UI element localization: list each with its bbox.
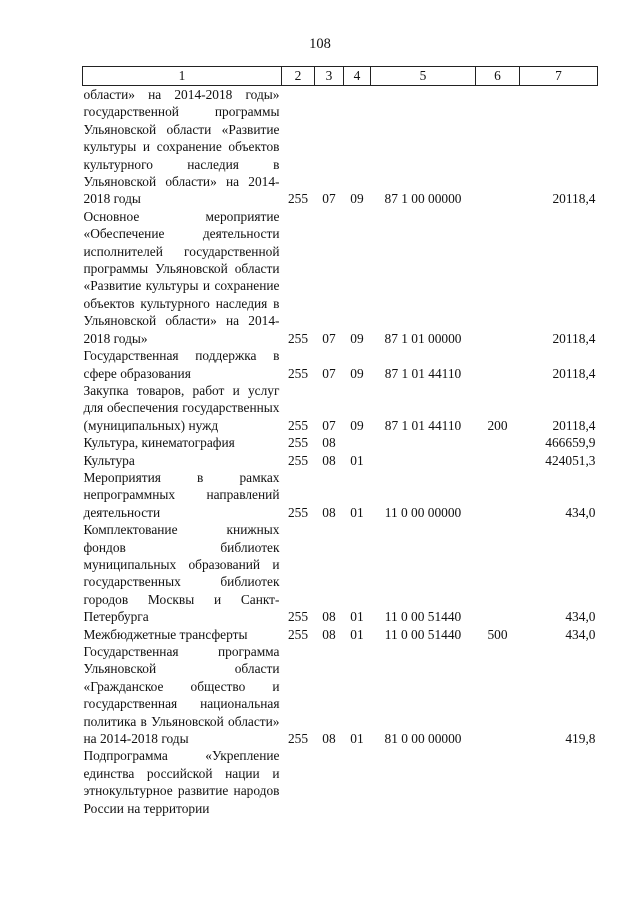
cell-amount: 20118,4 xyxy=(552,191,596,207)
table-row xyxy=(83,626,598,643)
cell-section: 08 xyxy=(322,504,336,520)
cell-name: Мероприятия в рамках непрограммных направлений деятельности xyxy=(83,469,280,520)
cell-admin: 255 xyxy=(287,452,309,468)
cell-section: 07 xyxy=(322,330,336,346)
table-row xyxy=(83,521,598,625)
cell-amount: 434,0 xyxy=(565,609,596,625)
cell-subsection: 01 xyxy=(350,731,364,747)
cell-name: Культура xyxy=(83,452,135,468)
column-header-section: 3 xyxy=(315,67,344,86)
column-header-admin: 2 xyxy=(282,67,315,86)
cell-amount: 424051,3 xyxy=(545,452,596,468)
cell-name: Закупка товаров, работ и услуг для обеспечения государственных (муниципальных) нужд xyxy=(83,382,280,433)
cell-amount: 466659,9 xyxy=(545,435,596,451)
cell-target xyxy=(371,452,476,469)
cell-admin xyxy=(282,747,315,817)
cell-section: 07 xyxy=(322,417,336,433)
cell-name: области» на 2014-2018 годы» государственной программы Ульяновской области «Развитие культуры и сохранение объектов культурного наследия в Ульяновской области» на 2014-2018 годы xyxy=(83,87,280,207)
cell-subsection: 09 xyxy=(350,417,364,433)
cell-target xyxy=(371,747,476,817)
cell-admin: 255 xyxy=(287,609,309,625)
cell-name: Государственная программа Ульяновской области «Гражданское общество и государственная национальная политика в Ульяновской области» на 2014-2018 годы xyxy=(83,644,280,747)
column-header-subsection: 4 xyxy=(344,67,371,86)
cell-subsection: 01 xyxy=(350,452,364,468)
cell-subsection: 09 xyxy=(350,330,364,346)
cell-type: 200 xyxy=(487,417,508,433)
cell-subsection xyxy=(344,434,371,451)
cell-target: 81 0 00 00000 xyxy=(384,731,462,747)
cell-admin: 255 xyxy=(287,365,309,381)
cell-subsection xyxy=(344,747,371,817)
cell-target xyxy=(371,434,476,451)
cell-section xyxy=(315,747,344,817)
cell-amount: 20118,4 xyxy=(552,417,596,433)
cell-name: Культура, кинематография xyxy=(83,435,235,451)
cell-section: 08 xyxy=(322,452,336,468)
cell-admin: 255 xyxy=(287,417,309,433)
table-row xyxy=(83,643,598,747)
cell-name: Подпрограмма «Укрепление единства российской нации и этнокультурное развитие народов России на территории xyxy=(83,748,280,816)
page-number: 108 xyxy=(309,36,331,52)
cell-amount: 434,0 xyxy=(565,504,596,520)
cell-section: 07 xyxy=(322,365,336,381)
cell-target: 87 1 01 44110 xyxy=(384,365,462,381)
cell-subsection: 09 xyxy=(350,191,364,207)
cell-section: 08 xyxy=(322,731,336,747)
cell-name: Государственная поддержка в сфере образования xyxy=(83,348,280,381)
column-header-name: 1 xyxy=(83,67,282,86)
cell-type xyxy=(476,747,520,817)
table-row xyxy=(83,469,598,521)
cell-type xyxy=(476,347,520,382)
cell-target: 87 1 01 44110 xyxy=(384,417,462,433)
cell-amount: 419,8 xyxy=(565,731,596,747)
cell-target: 11 0 00 51440 xyxy=(384,609,462,625)
table-row xyxy=(83,208,598,347)
table-row xyxy=(83,347,598,382)
cell-admin: 255 xyxy=(287,435,309,451)
cell-type xyxy=(476,86,520,208)
budget-table xyxy=(82,66,598,817)
cell-amount: 434,0 xyxy=(565,626,596,642)
cell-section: 08 xyxy=(322,626,336,642)
cell-type xyxy=(476,643,520,747)
cell-type xyxy=(476,452,520,469)
cell-admin: 255 xyxy=(287,731,309,747)
cell-section: 08 xyxy=(322,609,336,625)
cell-subsection: 01 xyxy=(350,504,364,520)
cell-amount xyxy=(520,747,598,817)
cell-target: 11 0 00 00000 xyxy=(384,504,462,520)
cell-target: 87 1 00 00000 xyxy=(384,191,462,207)
table-row xyxy=(83,747,598,817)
table-row xyxy=(83,382,598,434)
cell-target: 11 0 00 51440 xyxy=(384,626,462,642)
cell-type xyxy=(476,208,520,347)
column-header-amount: 7 xyxy=(520,67,598,86)
cell-amount: 20118,4 xyxy=(552,330,596,346)
cell-section: 08 xyxy=(322,435,336,451)
table-row xyxy=(83,452,598,469)
cell-admin: 255 xyxy=(287,504,309,520)
cell-admin: 255 xyxy=(287,626,309,642)
cell-target: 87 1 01 00000 xyxy=(384,330,462,346)
cell-name: Комплектование книжных фондов библиотек муниципальных образований и государственных библиотек городов Москвы и Санкт-Петербурга xyxy=(83,522,280,625)
column-header-type: 6 xyxy=(476,67,520,86)
table-row xyxy=(83,434,598,451)
column-header-target: 5 xyxy=(371,67,476,86)
cell-name: Основное мероприятие «Обеспечение деятельности исполнителей государственной программы Ульяновской области «Развитие культуры и сохранение объектов культурного наследия в Ульяновской области» на 2014-2018 годы» xyxy=(83,208,280,346)
cell-section: 07 xyxy=(322,191,336,207)
cell-type xyxy=(476,521,520,625)
cell-subsection: 01 xyxy=(350,626,364,642)
cell-admin: 255 xyxy=(287,330,309,346)
cell-subsection: 01 xyxy=(350,609,364,625)
cell-type: 500 xyxy=(487,626,508,642)
cell-type xyxy=(476,469,520,521)
cell-name: Межбюджетные трансферты xyxy=(83,626,248,642)
cell-subsection: 09 xyxy=(350,365,364,381)
table-header-row xyxy=(83,67,598,86)
table-row xyxy=(83,86,598,208)
cell-amount: 20118,4 xyxy=(552,365,596,381)
cell-type xyxy=(476,434,520,451)
cell-admin: 255 xyxy=(287,191,309,207)
